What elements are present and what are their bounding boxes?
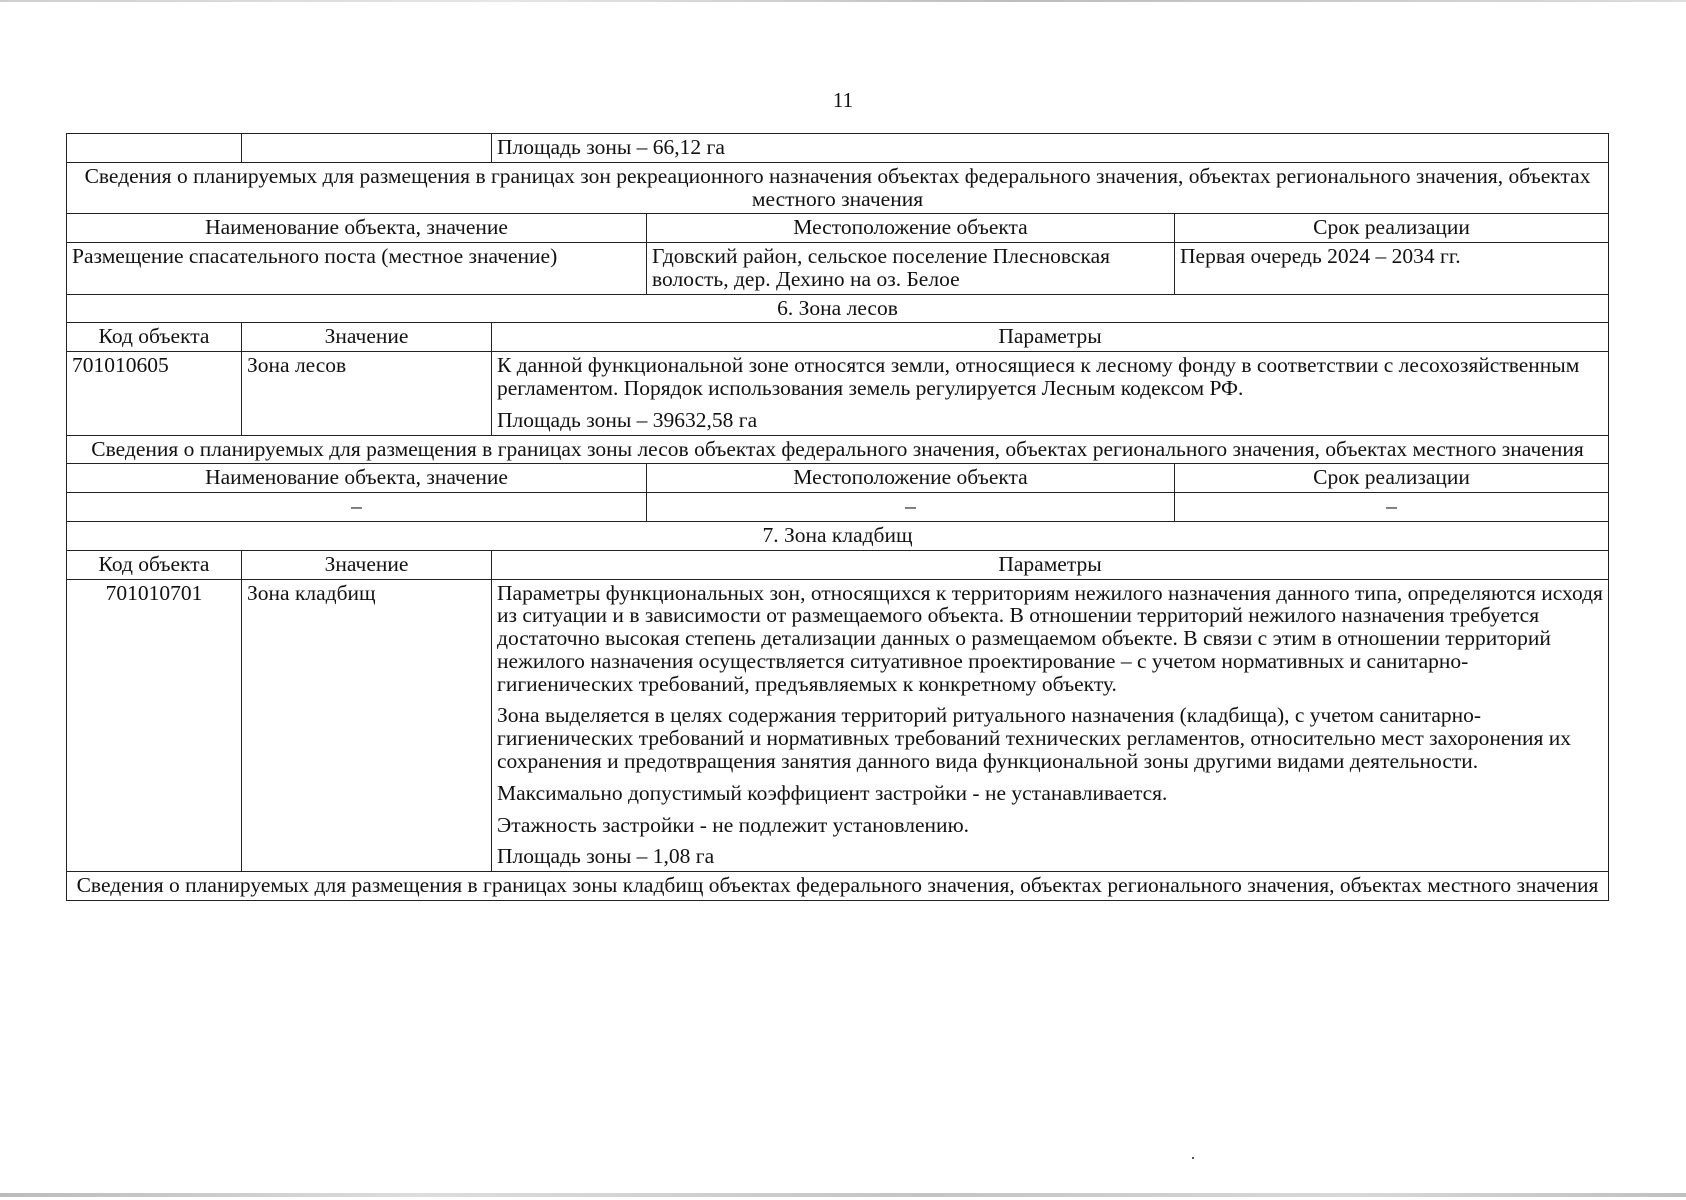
rescue-post-name: Размещение спасательного поста (местное значение): [67, 243, 647, 295]
zone-6-params: [492, 352, 1609, 435]
zone-6-code: 701010605: [67, 352, 242, 435]
dash-cell: –: [1175, 493, 1609, 522]
table-row: [67, 162, 1609, 214]
rescue-post-term: Первая очередь 2024 – 2034 гг.: [1175, 243, 1609, 295]
zone-7-value: Зона кладбищ: [242, 579, 492, 872]
table-row: [67, 294, 1609, 323]
col-header-object-name: Наименование объекта, значение: [67, 214, 647, 243]
scan-edge-top: [0, 0, 1686, 2]
table-row: [67, 550, 1609, 579]
table-row: [67, 323, 1609, 352]
table-row: [67, 134, 1609, 163]
col-header-term: Срок реализации: [1175, 214, 1609, 243]
zone-6-param-text: К данной функциональной зоне относятся земли, относящиеся к лесному фонду в соответствии с лесохозяйственным регламентом. Порядок использования земель регулируется Лесным кодексом РФ.: [497, 353, 1580, 401]
dash-cell: –: [67, 493, 647, 522]
zone-7-param-text: Максимально допустимый коэффициент застройки - не устанавливается.: [497, 780, 1168, 805]
dash-cell: –: [647, 493, 1175, 522]
forest-objects-header: Сведения о планируемых для размещения в границах зоны лесов объектах федерального значения, объектах регионального значения, объектах местного значения: [67, 435, 1609, 464]
col-header-value: Значение: [242, 550, 492, 579]
recreation-objects-header: Сведения о планируемых для размещения в границах зон рекреационного назначения объектах федерального значения, объектах регионального значения, объектах местного значения: [67, 162, 1609, 214]
empty-cell: [67, 134, 242, 163]
zone-7-param-text: Параметры функциональных зон, относящихся к территориям нежилого назначения данного типа, определяются исходя из ситуации и в зависимости от размещаемого объекта. В отношении территорий нежилого назначения требуется достаточно высокая степень детализации данных о размещаемом объекте. В связи с этим в отношении территорий нежилого назначения осуществляется ситуативное проектирование – с учетом нормативных и санитарно-гигиенических требований, предъявляемых к конкретному объекту.: [497, 580, 1603, 696]
empty-cell: [242, 134, 492, 163]
zone-7-params: [492, 579, 1609, 872]
zone-6-area: Площадь зоны – 39632,58 га: [497, 407, 758, 432]
zone-6-value: Зона лесов: [242, 352, 492, 435]
table-row: [67, 872, 1609, 901]
col-header-value: Значение: [242, 323, 492, 352]
scan-edge-bottom: [0, 1193, 1686, 1197]
zone-7-area: Площадь зоны – 1,08 га: [497, 844, 715, 869]
col-header-term: Срок реализации: [1175, 464, 1609, 493]
table-row: [67, 214, 1609, 243]
zone-7-title: 7. Зона кладбищ: [67, 521, 1609, 550]
cemetery-objects-header: Сведения о планируемых для размещения в границах зоны кладбищ объектах федерального значения, объектах регионального значения, объектах местного значения: [67, 872, 1609, 901]
zone-7-param-text: Этажность застройки - не подлежит установлению.: [497, 812, 970, 837]
table-row: [67, 352, 1609, 435]
table-row: [67, 493, 1609, 522]
page-number: 11: [832, 88, 854, 112]
table-row: [67, 521, 1609, 550]
prev-zone-area: Площадь зоны – 66,12 га: [492, 134, 1609, 163]
col-header-object-name: Наименование объекта, значение: [67, 464, 647, 493]
table-row: [67, 435, 1609, 464]
zone-6-title: 6. Зона лесов: [67, 294, 1609, 323]
scan-speck: [1192, 1157, 1194, 1159]
table-row: [67, 464, 1609, 493]
col-header-params: Параметры: [492, 323, 1609, 352]
col-header-code: Код объекта: [67, 323, 242, 352]
col-header-location: Местоположение объекта: [647, 464, 1175, 493]
rescue-post-location: Гдовский район, сельское поселение Плесновская волость, дер. Дехино на оз. Белое: [647, 243, 1175, 295]
col-header-code: Код объекта: [67, 550, 242, 579]
col-header-params: Параметры: [492, 550, 1609, 579]
zones-table: [66, 133, 1609, 901]
zone-7-param-text: Зона выделяется в целях содержания территорий ритуального назначения (кладбища), с учетом санитарно-гигиенических требований и нормативных требований технических регламентов, относительно мест захоронения их сохранения и предотвращения занятия данного вида функциональной зоны другими видами деятельности.: [497, 703, 1571, 773]
col-header-location: Местоположение объекта: [647, 214, 1175, 243]
zone-7-code: 701010701: [67, 579, 242, 872]
table-row: [67, 579, 1609, 872]
table-row: [67, 243, 1609, 295]
